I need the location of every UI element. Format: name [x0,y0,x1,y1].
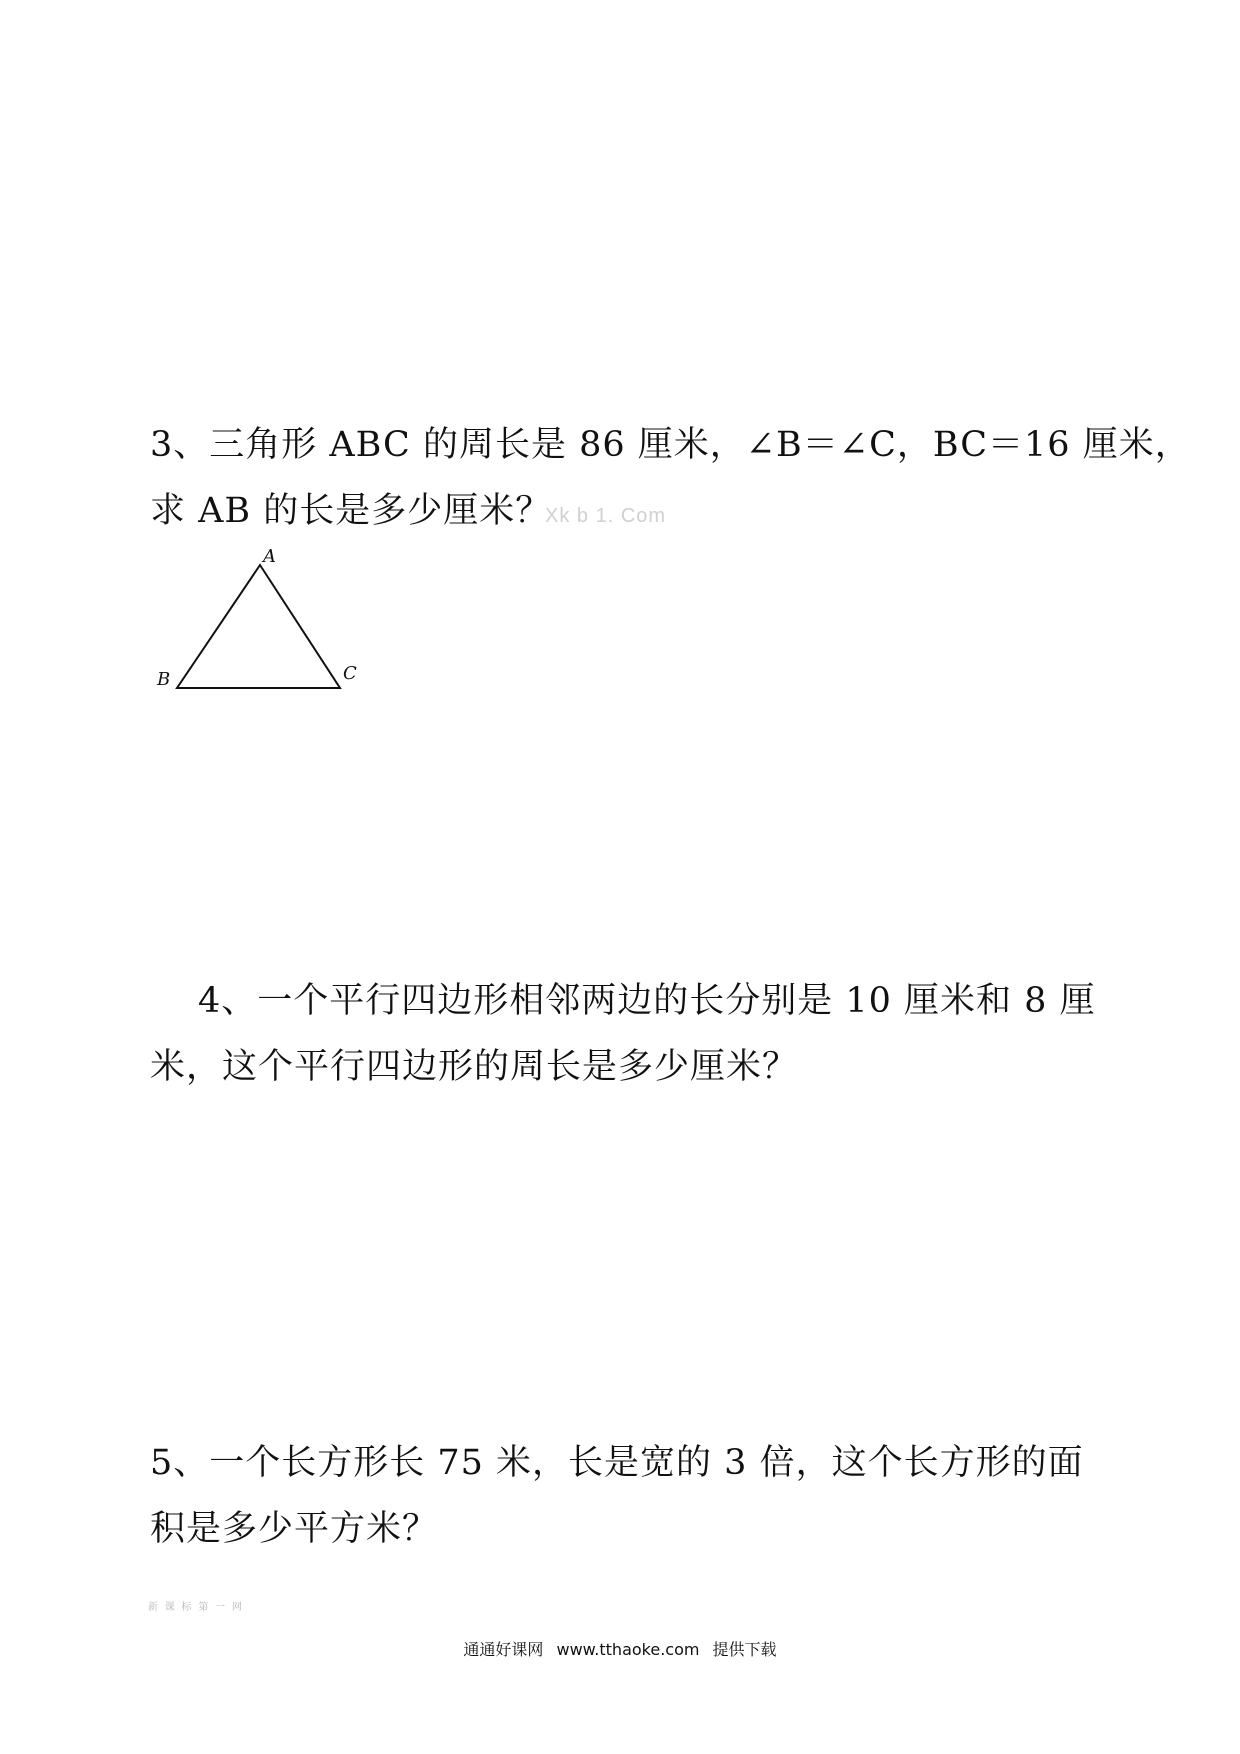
watermark-text: Xk b 1. Com [545,505,667,527]
vertex-label-c: C [343,663,357,684]
footer-credit: 通通好课网 www.tthaoke.com 提供下载 [463,1640,777,1659]
problem-5 [150,1430,1090,1562]
vertex-label-b: B [157,669,171,690]
problem-4-line-1: 4、一个平行四边形相邻两边的长分别是 10 厘米和 8 厘 [198,981,1096,1021]
footer-small-watermark: 新 课 标 第 一 网 [148,1602,244,1613]
problem-5-line-1: 5、一个长方形长 75 米，长是宽的 3 倍，这个长方形的面 [150,1443,1084,1483]
triangle-abc-figure [150,545,380,695]
problem-4-line-2: 米，这个平行四边形的周长是多少厘米？ [150,1047,799,1087]
vertex-label-a: A [263,546,276,567]
problem-4 [150,968,1096,1100]
problem-5-line-2: 积是多少平方米？ [150,1509,439,1549]
problem-3-line-2: 求 AB 的长是多少厘米？ [150,491,552,531]
problem-3-line-1: 3、三角形 ABC 的周长是 86 厘米，∠B＝∠C，BC＝16 厘米， [150,425,1191,465]
triangle-shape [177,565,340,688]
